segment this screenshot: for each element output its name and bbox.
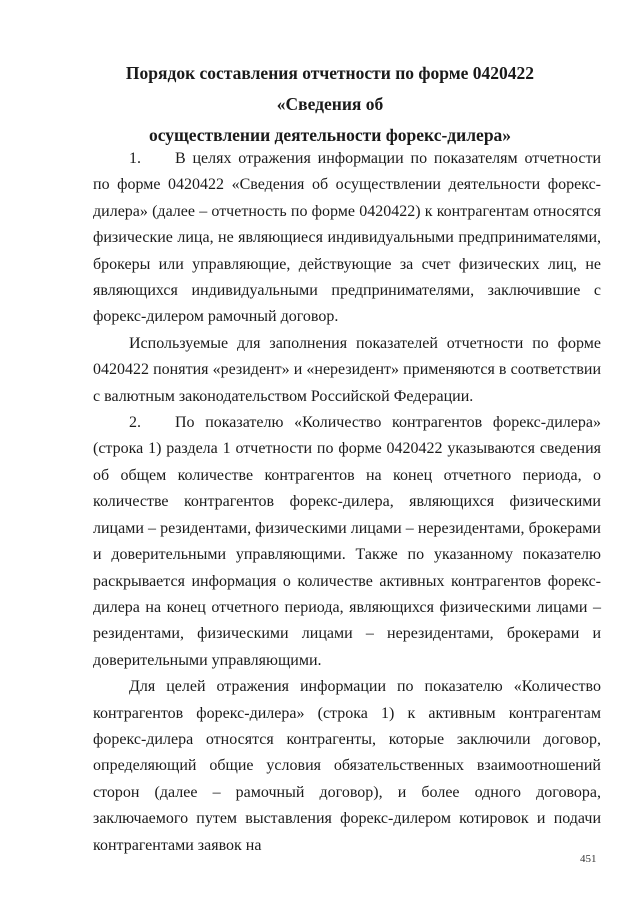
paragraph-1 xyxy=(93,146,601,331)
paragraph-text: Используемые для заполнения показателей отчетности по форме 0420422 понятия «резидент» и «нерезидент» применяются в соответствии с валютным законодательством Российской Федерации. xyxy=(93,334,601,405)
paragraph-2 xyxy=(93,331,601,410)
document-title xyxy=(90,58,570,151)
page-number: 451 xyxy=(580,853,597,865)
paragraph-text: По показателю «Количество контрагентов форекс-дилера» (строка 1) раздела 1 отчетности по форме 0420422 указываются сведения об общем количестве контрагентов на конец отчетного периода, о количестве контрагентов форекс-дилера, являющихся физическими лицами – резидентами, физическими лицами – нерезидентами, брокерами и доверительными управляющими. Также по указанному показателю раскрывается информация о количестве активных контрагентов форекс-дилера на конец отчетного периода, являющихся физическими лицами – резидентами, физическими лицами – нерезидентами, брокерами и доверительными управляющими. xyxy=(93,414,601,669)
paragraph-number: 1. xyxy=(129,150,141,167)
paragraph-4 xyxy=(93,674,601,859)
paragraph-text: Для целей отражения информации по показателю «Количество контрагентов форекс-дилера» (строка 1) к активным контрагентам форекс-дилера относятся контрагенты, которые заключили договор, определяющий общие условия обязательственных взаимоотношений сторон (далее – рамочный договор), и более одного договора, заключаемого путем выставления форекс-дилером котировок и подачи контрагентами заявок на xyxy=(93,678,601,854)
title-line-2: осуществлении деятельности форекс-дилера» xyxy=(148,125,512,145)
document-body xyxy=(93,146,601,859)
paragraph-3 xyxy=(93,410,601,674)
title-line-1: Порядок составления отчетности по форме 0420422 «Сведения об xyxy=(125,63,535,114)
paragraph-text: В целях отражения информации по показателям отчетности по форме 0420422 «Сведения об осуществлении деятельности форекс-дилера» (далее – отчетность по форме 0420422) к контрагентам относятся физические лица, не являющиеся индивидуальными предпринимателями, брокеры или управляющие, действующие за счет физических лиц, не являющихся индивидуальными предпринимателями, заключившие с форекс-дилером рамочный договор. xyxy=(93,150,601,326)
paragraph-number: 2. xyxy=(129,414,141,432)
